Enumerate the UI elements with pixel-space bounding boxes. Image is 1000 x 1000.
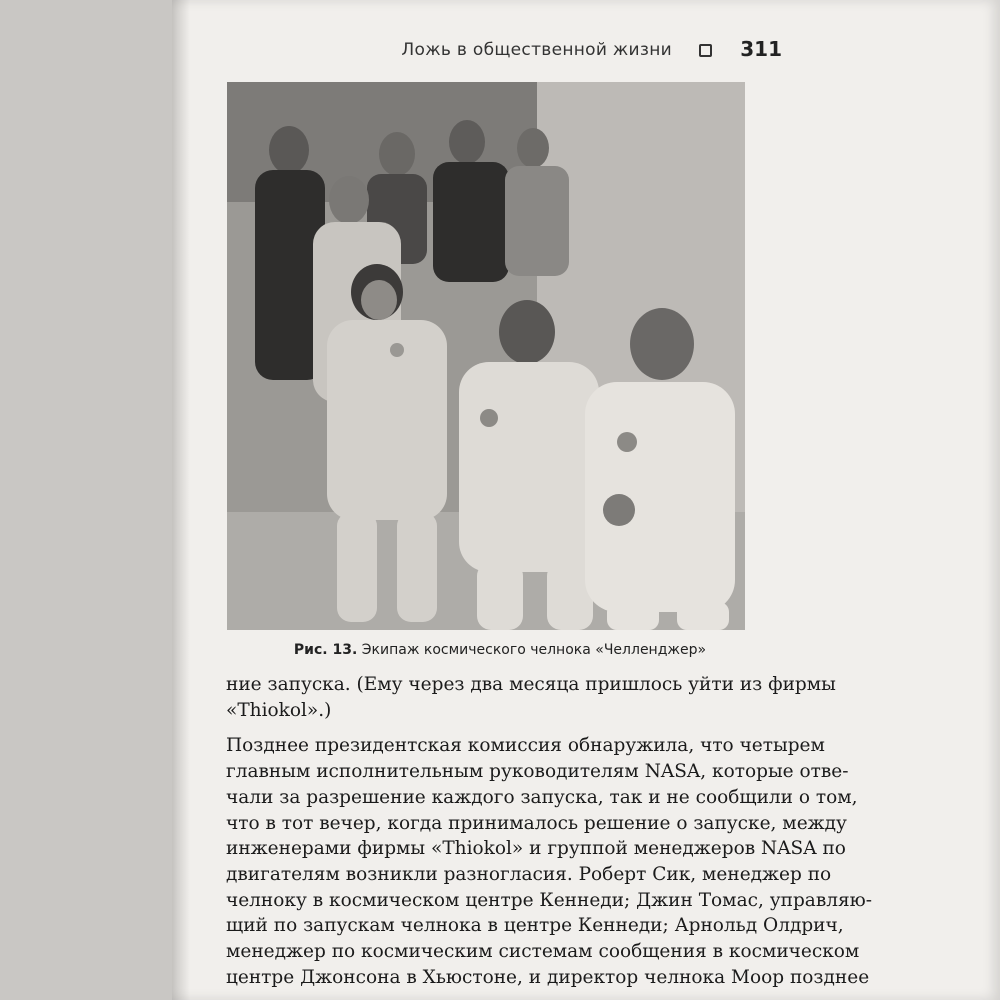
paragraph	[226, 672, 836, 723]
page-number: 311	[740, 37, 782, 61]
text-line: центре Джонсона в Хьюстоне, и директор челнока Моор позднее	[226, 966, 870, 988]
text-line: менеджер по космическим системам сообщения в космическом	[226, 941, 860, 963]
text-line: чали за разрешение каждого запуска, так и не сообщили о том,	[226, 786, 858, 808]
figure-caption	[0, 642, 1000, 658]
running-title: Ложь в общественной жизни	[401, 40, 672, 60]
text-line: что в тот вечер, когда принималось решение о запуске, между	[226, 812, 847, 834]
text-line: щий по запускам челнока в центре Кеннеди; Арнольд Олдрич,	[226, 915, 844, 937]
caption-label: Рис. 13.	[293, 642, 358, 658]
crew-photo-illustration	[227, 82, 745, 630]
text-line: двигателям возникли разногласия. Роберт Сик, менеджер по	[226, 863, 832, 885]
crew-photo	[227, 82, 745, 630]
square-bullet-icon	[699, 44, 712, 57]
body-text	[226, 672, 873, 1000]
text-line: «Thiokol».)	[226, 699, 332, 721]
text-line: главным исполнительным руководителям NASA, которые отве-	[226, 761, 849, 783]
text-line: инженерами фирмы «Thiokol» и группой менеджеров NASA по	[226, 838, 846, 860]
paragraph	[226, 733, 873, 990]
text-line: челноку в космическом центре Кеннеди; Джин Томас, управляю-	[226, 889, 873, 911]
text-line: Позднее президентская комиссия обнаружила, что четырем	[226, 735, 825, 757]
text-line: ние запуска. (Ему через два месяца пришлось уйти из фирмы	[226, 674, 836, 695]
caption-text: Экипаж космического челнока «Челленджер»	[361, 642, 707, 658]
page-header	[250, 36, 782, 66]
page-gutter-shadow	[172, 0, 190, 1000]
